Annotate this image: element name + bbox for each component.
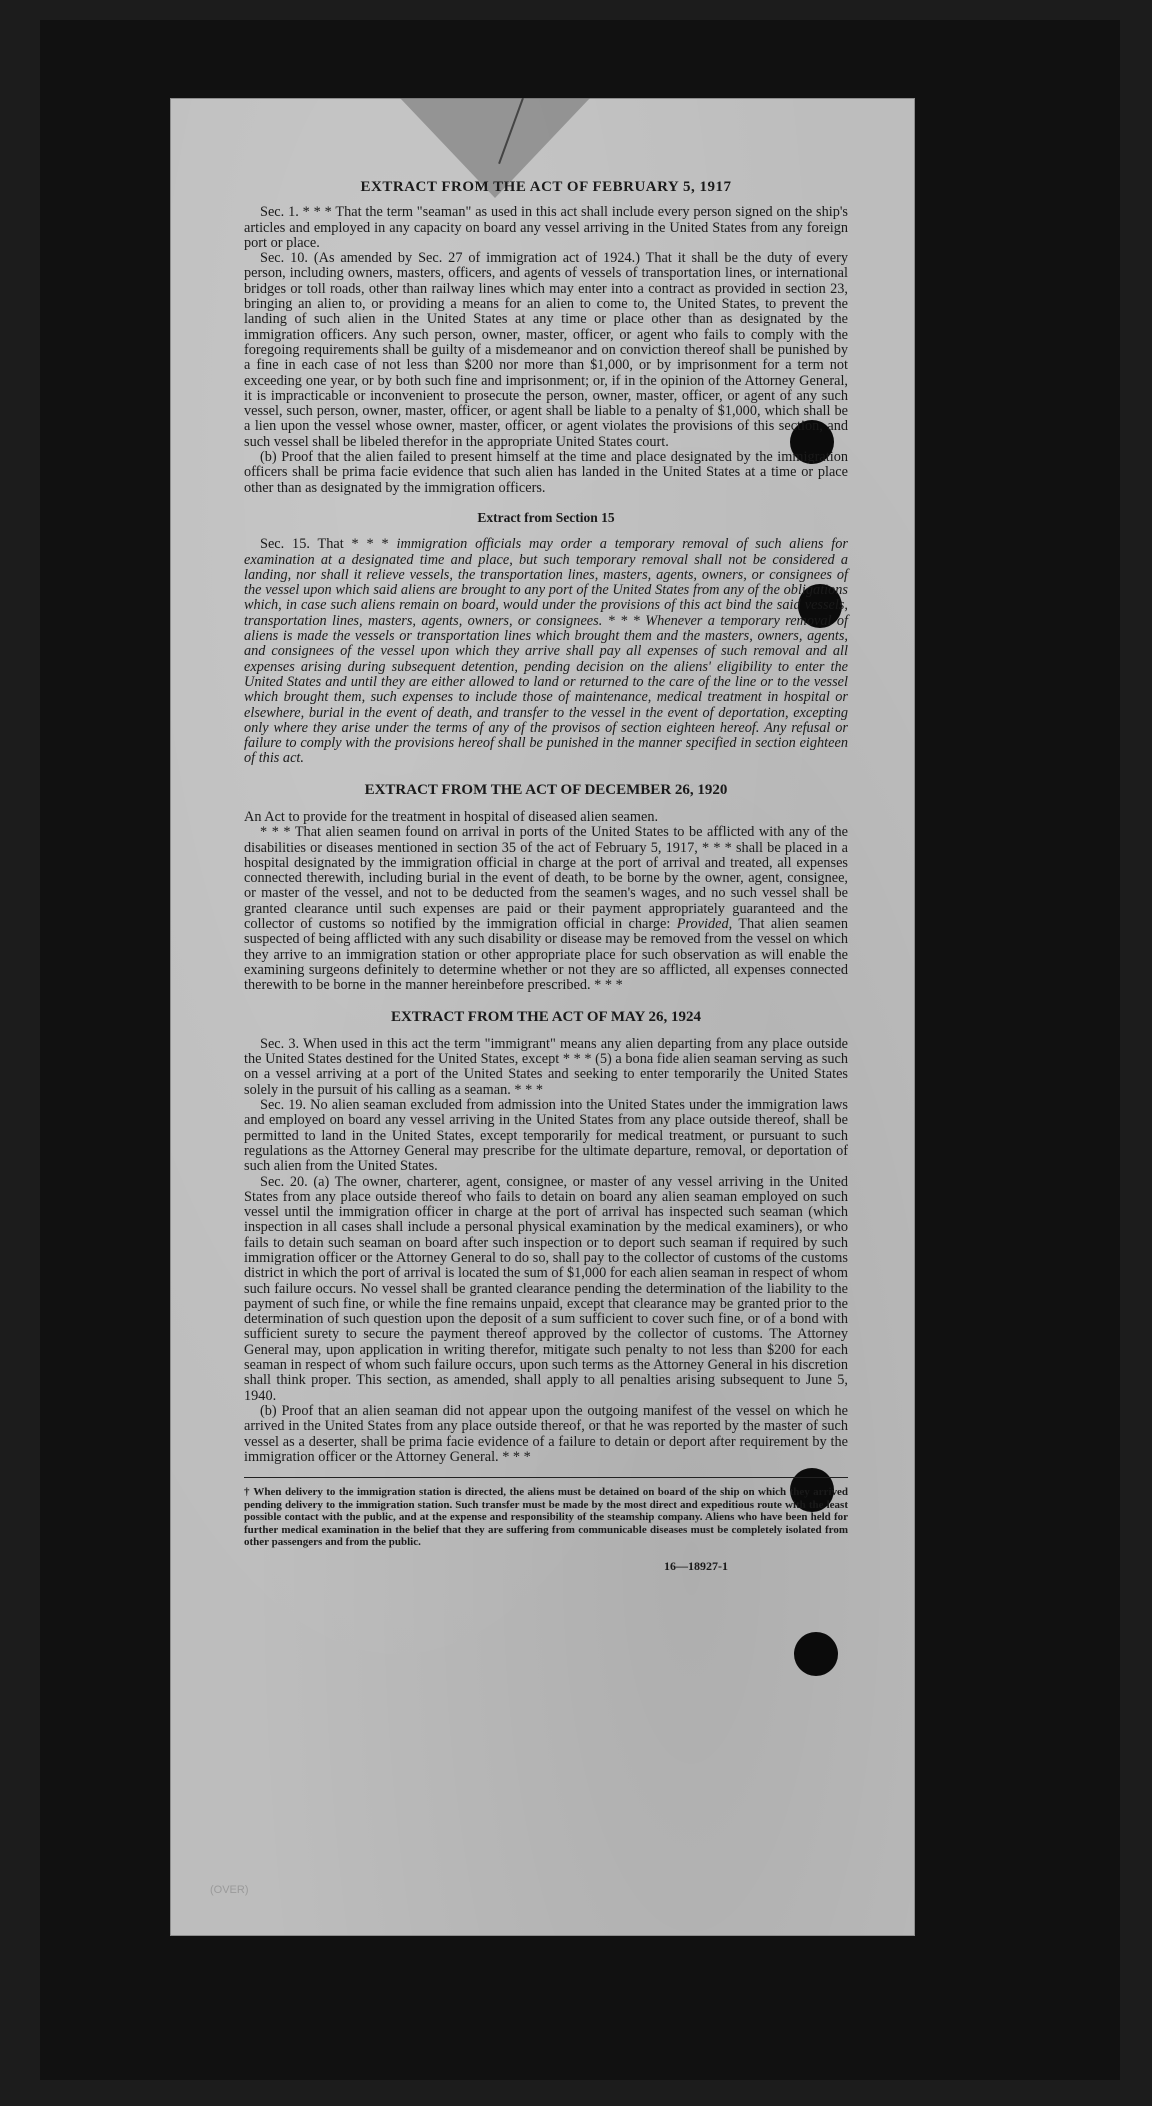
heading-act-1924: EXTRACT FROM THE ACT OF MAY 26, 1924 (390, 1008, 702, 1025)
document-body (244, 174, 848, 1574)
bottom-stamp: (OVER) (210, 1884, 249, 1896)
paragraph-act1920-body (244, 825, 848, 993)
paragraph-sec20a: Sec. 20. (a) The owner, charterer, agent, consignee, or master of any vessel arriving in the United States from any place outside thereof who fails to detain on board any alien seaman employed on such vessel until the immigration officer in charge at the port of arrival has inspected such seaman (which inspection in all cases shall include a personal physical examination by the medical examiners), or who fails to detain such seaman on board after such inspection or to deport such seaman if required by such immigration officer or the Attorney General to do so, shall pay to the collector of customs of the customs district in which the port of arrival is located the sum of $1,000 for each alien seaman in respect of whom such failure occurs. No vessel shall be granted clearance pending the determination of the liability to the payment of such fine, or while the fine remains unpaid, except that clearance may be granted prior to the determination of such question upon the deposit of a sum sufficient to cover such fine, or of a bond with sufficient surety to secure the payment thereof approved by the collector of customs. The Attorney General may, upon application in writing therefor, mitigate such penalty to not less than $200 for each seaman in respect of whom such failure occurs, upon such terms as the Attorney General in his discretion shall think proper. This section, as amended, shall apply to all penalties arising subsequent to June 5, 1940. (244, 1173, 848, 1404)
heading-act-1920: EXTRACT FROM THE ACT OF DECEMBER 26, 1920 (364, 781, 728, 798)
paragraph-sec19: Sec. 19. No alien seaman excluded from admission into the United States under the immigration laws and employed on board any vessel arriving in the United States from any place outside thereof, shall be permitted to land in the United States, except temporarily for medical treatment, or pursuant to such regulations as the Attorney General may prescribe for the ultimate departure, removal, or deportation of such alien from the United States. (244, 1097, 848, 1175)
paragraph-sec10b: (b) Proof that the alien failed to present himself at the time and place designated by the immigration officers shall be prima facie evidence that such alien has landed in the United States at a time or place other than as designated by the immigration officers. (244, 449, 848, 496)
form-number: 16—18927-1 (664, 1558, 728, 1573)
paragraph-sec20b: (b) Proof that an alien seaman did not appear upon the outgoing manifest of the vessel on which he arrived in the United States from any place outside thereof, or that he was reported by the master of such vessel as a deserter, shall be prima facie evidence of a failure to detain or deport after requirement by the immigration officer or the Attorney General. * * * (244, 1402, 848, 1465)
paragraph-act1920-title: An Act to provide for the treatment in hospital of diseased alien seamen. (244, 808, 659, 825)
footnote-divider (244, 1477, 848, 1478)
heading-act-1917: EXTRACT FROM THE ACT OF FEBRUARY 5, 1917 (360, 179, 732, 195)
paragraph-sec1: Sec. 1. * * * That the term "seaman" as used in this act shall include every person signed on the ship's articles and employed in any capacity on board any vessel arriving in the United States from any foreign port or place. (244, 204, 848, 251)
act1920-provided: Provided, (676, 916, 733, 933)
act1920-text-b: That alien seamen suspected of being afflicted with any such disability or disease may be removed from the vessel on which they arrive to an immigration station or other appropriate place for such observation as will enable the examining surgeons definitely to determine whether or not they are so afflicted, all expenses connected therewith to be borne in the manner hereinbefore prescribed. * * * (244, 916, 848, 994)
act1920-text-a: * * * That alien seamen found on arrival in ports of the United States to be afflicted with any of the disabilities or diseases mentioned in section 35 of the act of February 5, 1917, * * * shall be placed in a hospital designated by the immigration official in charge at the port of arrival and treated, all expenses connected therewith, including burial in the event of death, to be borne by the owner, agent, consignee, or master of the vessel, and not to be deducted from the seamen's wages, and no such vessel shall be granted clearance until such expenses are paid or their payment appropriately guaranteed and the collector of customs so notified by the immigration official in charge: (244, 824, 848, 933)
sec15-italic-text: immigration officials may order a temporary removal of such aliens for examination at a designated time and place, but such temporary removal shall not be considered a landing, nor shall it relieve vessels, the transportation lines, masters, agents, owners, or consignees of the vessel upon which said aliens are brought to any port of the United States from any of the obligations which, in case such aliens remain on board, would under the provisions of this act bind the said vessels, transportation lines, masters, agents, owners, or consignees. * * * Whenever a temporary removal of aliens is made the vessels or transportation lines which brought them and the masters, owners, agents, and consignees of the vessel upon which they arrive shall pay all expenses of such removal and all expenses arising during subsequent detention, pending decision on the aliens' eligibility to enter the United States and until they are either allowed to land or returned to the care of the line or to the vessel which brought them, such expenses to include those of maintenance, medical treatment in hospital or elsewhere, burial in the event of death, and transfer to the vessel in the event of deportation, excepting only where they arise under the terms of any of the provisos of section eighteen hereof. Any refusal or failure to comply with the provisions hereof shall be punished in the manner specified in section eighteen of this act. (244, 536, 848, 767)
punch-hole (794, 1632, 838, 1676)
document-page (170, 98, 915, 1936)
footnote: † When delivery to the immigration station is directed, the aliens must be detained on board of the ship on which they arrived pending delivery to the immigration station. Such transfer must be made by the most direct and expeditious route with the least possible contact with the public, and at the expense and responsibility of the steamship company. Aliens who have been held for further medical examination in the belief that they are suffering from communicable diseases must be completely isolated from other passengers and from the public. (244, 1486, 848, 1549)
subheading-section-15: Extract from Section 15 (477, 509, 615, 525)
paragraph-sec10: Sec. 10. (As amended by Sec. 27 of immigration act of 1924.) That it shall be the duty of every person, including owners, masters, officers, and agents of vessels of transportation lines, or international bridges or toll roads, other than railway lines which may enter into a contract as provided in section 23, bringing an alien to, or providing a means for an alien to come to, the United States, to prevent the landing of such alien in the United States at any time or place other than as designated by the immigration officers. Any such person, owner, master, officer, or agent who fails to comply with the foregoing requirements shall be guilty of a misdemeanor and on conviction thereof shall be punished by a fine in each case of not less than $200 nor more than $1,000, or by imprisonment for a term not exceeding one year, or by both such fine and imprisonment; or, if in the opinion of the Attorney General, it is impracticable or inconvenient to prosecute the person, owner, master, officer, or agent of any such vessel, such person, owner, master, officer, or agent shall be liable to a penalty of $1,000, which shall be a lien upon the vessel whose owner, master, officer, or agent violates the provisions of this section, and such vessel shall be libeled therefor in the appropriate United States court. (244, 250, 848, 450)
sec15-lead: Sec. 15. That * * * (260, 536, 389, 553)
paragraph-sec3: Sec. 3. When used in this act the term "immigrant" means any alien departing from any place outside the United States destined for the United States, except * * * (5) a bona fide alien seaman serving as such on a vessel arriving at a port of the United States and seeking to enter temporarily the United States solely in the pursuit of his calling as a seaman. * * * (244, 1035, 848, 1098)
paragraph-sec15 (244, 537, 848, 766)
